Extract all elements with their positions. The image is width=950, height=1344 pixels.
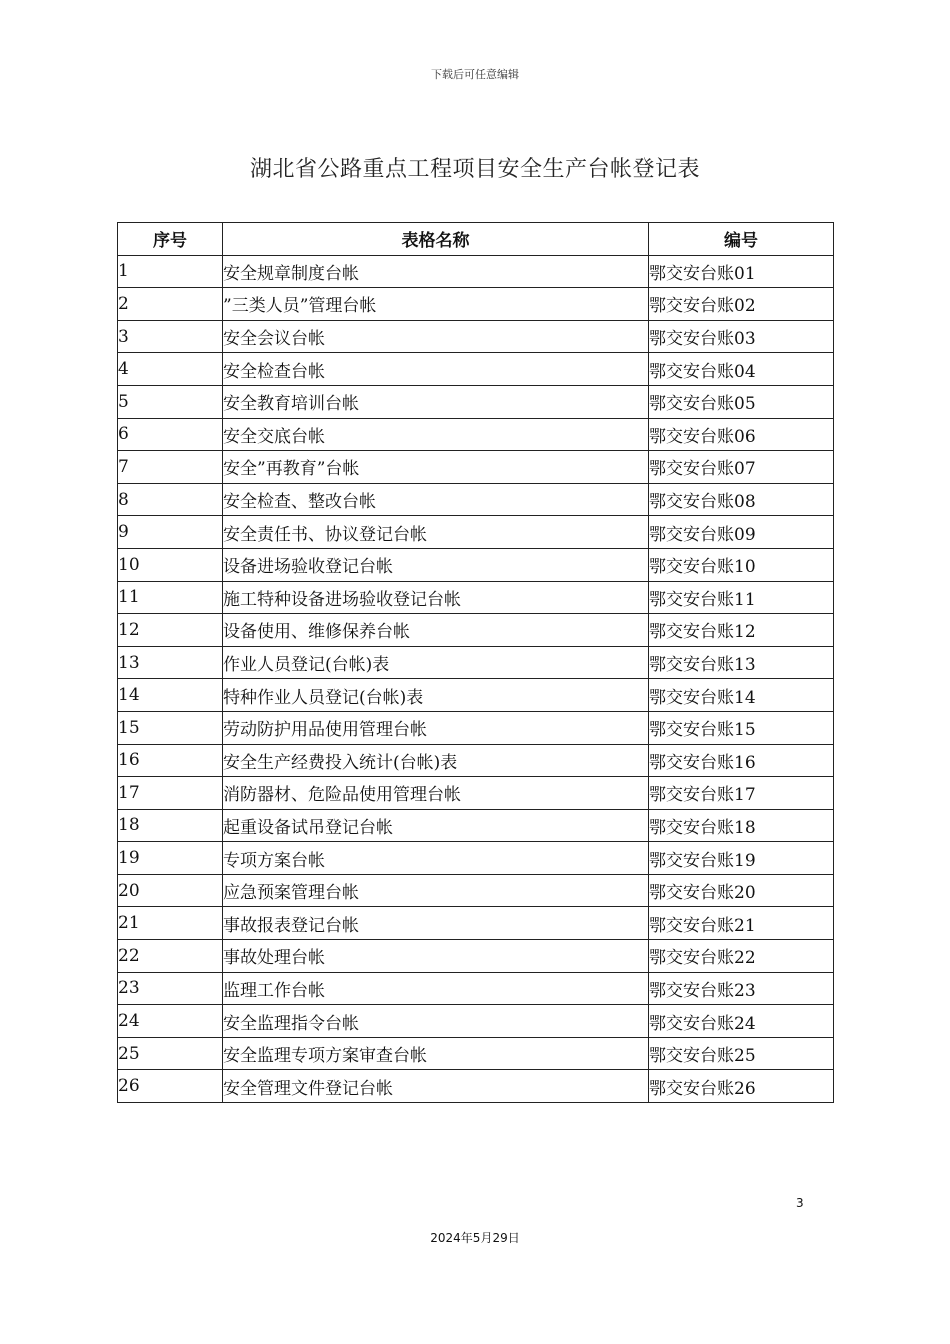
row-name: 安全规章制度台帐	[223, 255, 649, 288]
row-code: 鄂交安台账24	[649, 1005, 834, 1038]
row-code: 鄂交安台账16	[649, 744, 834, 777]
row-name: 安全生产经费投入统计(台帐)表	[223, 744, 649, 777]
table-header-row	[118, 223, 834, 256]
table-row	[118, 418, 834, 451]
page-number: 3	[796, 1196, 804, 1210]
row-seq: 9	[118, 516, 223, 549]
row-name: 安全监理指令台帐	[223, 1005, 649, 1038]
table-row	[118, 874, 834, 907]
row-seq: 15	[118, 711, 223, 744]
table-row	[118, 385, 834, 418]
row-code: 鄂交安台账05	[649, 385, 834, 418]
row-seq: 20	[118, 874, 223, 907]
table-row	[118, 548, 834, 581]
row-seq: 22	[118, 940, 223, 973]
table-row	[118, 777, 834, 810]
table-row	[118, 809, 834, 842]
table-row	[118, 1005, 834, 1038]
table-row	[118, 581, 834, 614]
row-seq: 21	[118, 907, 223, 940]
row-seq: 2	[118, 288, 223, 321]
row-seq: 25	[118, 1037, 223, 1070]
table-row	[118, 711, 834, 744]
row-name: 劳动防护用品使用管理台帐	[223, 711, 649, 744]
row-name: 专项方案台帐	[223, 842, 649, 875]
row-name: 作业人员登记(台帐)表	[223, 646, 649, 679]
row-code: 鄂交安台账21	[649, 907, 834, 940]
row-code: 鄂交安台账10	[649, 548, 834, 581]
row-name: 安全监理专项方案审查台帐	[223, 1037, 649, 1070]
row-code: 鄂交安台账09	[649, 516, 834, 549]
row-code: 鄂交安台账01	[649, 255, 834, 288]
row-seq: 8	[118, 483, 223, 516]
row-code: 鄂交安台账23	[649, 972, 834, 1005]
row-seq: 14	[118, 679, 223, 712]
row-code: 鄂交安台账17	[649, 777, 834, 810]
table-row	[118, 451, 834, 484]
row-code: 鄂交安台账08	[649, 483, 834, 516]
row-name: 起重设备试吊登记台帐	[223, 809, 649, 842]
row-name: 安全检查、整改台帐	[223, 483, 649, 516]
row-code: 鄂交安台账15	[649, 711, 834, 744]
row-seq: 4	[118, 353, 223, 386]
row-seq: 13	[118, 646, 223, 679]
row-code: 鄂交安台账18	[649, 809, 834, 842]
table-row	[118, 483, 834, 516]
header-code: 编号	[649, 223, 834, 256]
table-row	[118, 288, 834, 321]
row-seq: 12	[118, 614, 223, 647]
row-code: 鄂交安台账26	[649, 1070, 834, 1103]
row-code: 鄂交安台账13	[649, 646, 834, 679]
table-row	[118, 255, 834, 288]
row-seq: 3	[118, 320, 223, 353]
row-name: 安全会议台帐	[223, 320, 649, 353]
row-seq: 18	[118, 809, 223, 842]
table-row	[118, 972, 834, 1005]
row-seq: 10	[118, 548, 223, 581]
row-seq: 24	[118, 1005, 223, 1038]
table-row	[118, 907, 834, 940]
row-seq: 17	[118, 777, 223, 810]
header-name: 表格名称	[223, 223, 649, 256]
row-seq: 19	[118, 842, 223, 875]
table-row	[118, 842, 834, 875]
table-row	[118, 1037, 834, 1070]
row-name: 施工特种设备进场验收登记台帐	[223, 581, 649, 614]
row-name: 设备使用、维修保养台帐	[223, 614, 649, 647]
row-name: 安全”再教育”台帐	[223, 451, 649, 484]
table-row	[118, 516, 834, 549]
document-title: 湖北省公路重点工程项目安全生产台帐登记表	[249, 157, 700, 182]
row-code: 鄂交安台账22	[649, 940, 834, 973]
row-code: 鄂交安台账14	[649, 679, 834, 712]
row-name: 事故报表登记台帐	[223, 907, 649, 940]
row-name: 安全教育培训台帐	[223, 385, 649, 418]
row-seq: 5	[118, 385, 223, 418]
row-name: 安全责任书、协议登记台帐	[223, 516, 649, 549]
table-row	[118, 646, 834, 679]
row-code: 鄂交安台账06	[649, 418, 834, 451]
row-name: 监理工作台帐	[223, 972, 649, 1005]
row-seq: 7	[118, 451, 223, 484]
row-seq: 1	[118, 255, 223, 288]
row-seq: 11	[118, 581, 223, 614]
row-name: 特种作业人员登记(台帐)表	[223, 679, 649, 712]
row-name: 安全管理文件登记台帐	[223, 1070, 649, 1103]
table-row	[118, 1070, 834, 1103]
footer-date: 2024年5月29日	[430, 1231, 520, 1245]
row-code: 鄂交安台账25	[649, 1037, 834, 1070]
row-name: 事故处理台帐	[223, 940, 649, 973]
table-body	[118, 255, 834, 1102]
table-row	[118, 744, 834, 777]
row-code: 鄂交安台账12	[649, 614, 834, 647]
ledger-table	[117, 222, 834, 1103]
row-code: 鄂交安台账11	[649, 581, 834, 614]
header-note: 下载后可任意编辑	[431, 68, 519, 81]
row-code: 鄂交安台账20	[649, 874, 834, 907]
row-seq: 6	[118, 418, 223, 451]
table-row	[118, 353, 834, 386]
row-name: ”三类人员”管理台帐	[223, 288, 649, 321]
table-row	[118, 614, 834, 647]
row-seq: 26	[118, 1070, 223, 1103]
table-row	[118, 679, 834, 712]
row-code: 鄂交安台账04	[649, 353, 834, 386]
row-name: 安全检查台帐	[223, 353, 649, 386]
row-name: 消防器材、危险品使用管理台帐	[223, 777, 649, 810]
row-name: 应急预案管理台帐	[223, 874, 649, 907]
row-code: 鄂交安台账02	[649, 288, 834, 321]
table-row	[118, 320, 834, 353]
row-code: 鄂交安台账07	[649, 451, 834, 484]
row-name: 设备进场验收登记台帐	[223, 548, 649, 581]
table-row	[118, 940, 834, 973]
row-code: 鄂交安台账03	[649, 320, 834, 353]
row-code: 鄂交安台账19	[649, 842, 834, 875]
row-name: 安全交底台帐	[223, 418, 649, 451]
header-seq: 序号	[118, 223, 223, 256]
row-seq: 16	[118, 744, 223, 777]
row-seq: 23	[118, 972, 223, 1005]
